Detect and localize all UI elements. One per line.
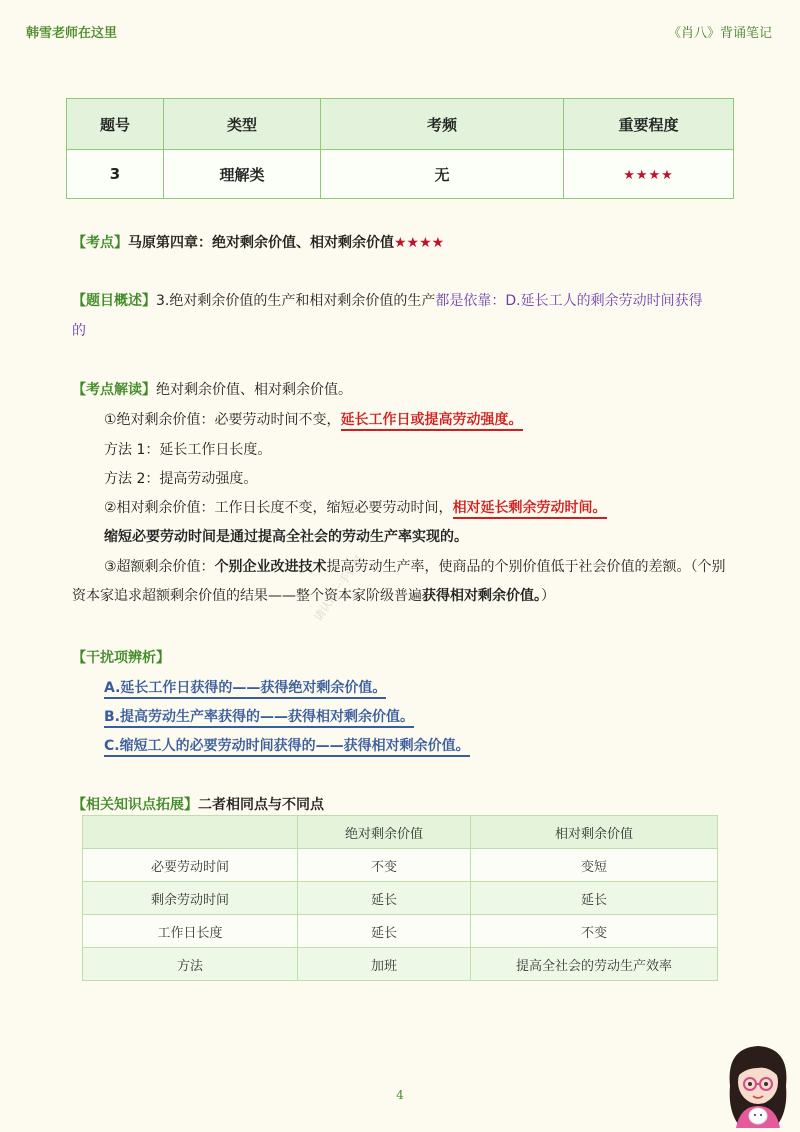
- kaodian-text: 马原第四章：绝对剩余价值、相对剩余价值: [128, 235, 394, 251]
- analysis-line-7: [72, 586, 555, 606]
- analysis-intro-line: [72, 380, 352, 400]
- overview-label: 【题目概述】: [72, 293, 156, 309]
- cmp-cell: 不变: [298, 849, 471, 882]
- analysis-l4-emph: 相对延长剩余劳动时间。: [453, 500, 607, 519]
- distractor-c-text: C.缩短工人的必要劳动时间获得的——获得相对剩余价值。: [104, 738, 470, 757]
- overview-highlight: 都是依靠：D.延长工人的剩余劳动时间获得: [435, 293, 703, 309]
- meta-header-freq: 考频: [321, 99, 564, 150]
- table-row: [83, 948, 718, 981]
- cmp-cell: 延长: [471, 882, 718, 915]
- distractor-item-c: [104, 736, 470, 756]
- cmp-cell: 工作日长度: [83, 915, 298, 948]
- teacher-avatar-icon: [722, 1040, 794, 1128]
- analysis-l4-text: ②相对剩余价值：工作日长度不变，缩短必要劳动时间，: [104, 500, 453, 516]
- cmp-header-blank: [83, 816, 298, 849]
- analysis-l1-text: ①绝对剩余价值：必要劳动时间不变，: [104, 412, 341, 428]
- meta-type: 理解类: [164, 150, 321, 199]
- cmp-cell: 提高全社会的劳动生产效率: [471, 948, 718, 981]
- analysis-l7-c: ）: [541, 588, 555, 604]
- cmp-cell: 变短: [471, 849, 718, 882]
- distractor-label: 【干扰项辨析】: [72, 650, 170, 666]
- analysis-line-4: [104, 498, 607, 518]
- header-left: 韩雪老师在这里: [26, 26, 118, 41]
- related-label: 【相关知识点拓展】: [72, 797, 198, 813]
- kaodian-line: [72, 233, 444, 253]
- distractor-item-a: [104, 678, 386, 698]
- analysis-line-2: 方法 1：延长工作日长度。: [104, 442, 272, 458]
- meta-number: 3: [67, 150, 164, 199]
- analysis-l6-b: 个别企业改进技术: [214, 559, 327, 575]
- cmp-header-absolute: 绝对剩余价值: [298, 816, 471, 849]
- analysis-l1-emph: 延长工作日或提高劳动强度。: [341, 412, 523, 431]
- cmp-cell: 延长: [298, 915, 471, 948]
- meta-importance: [564, 150, 734, 199]
- distractor-a-text: A.延长工作日获得的——获得绝对剩余价值。: [104, 680, 386, 699]
- analysis-label: 【考点解读】: [72, 382, 156, 398]
- cmp-cell: 不变: [471, 915, 718, 948]
- cmp-header-relative: 相对剩余价值: [471, 816, 718, 849]
- watermark: 请认准一手资料: [311, 553, 367, 624]
- cmp-cell: 必要劳动时间: [83, 849, 298, 882]
- table-row: [83, 882, 718, 915]
- cmp-cell: 方法: [83, 948, 298, 981]
- meta-freq: 无: [321, 150, 564, 199]
- page-number: 4: [396, 1088, 404, 1102]
- question-meta-table: [66, 98, 734, 199]
- analysis-line-6: [104, 557, 726, 577]
- table-row: [83, 915, 718, 948]
- analysis-l7-a: 资本家追求超额剩余价值的结果——整个资本家阶级普遍: [72, 588, 422, 604]
- analysis-l7-b: 获得相对剩余价值。: [422, 588, 541, 604]
- related-heading: [72, 795, 324, 815]
- related-title: 二者相同点与不同点: [198, 797, 324, 813]
- cmp-cell: 加班: [298, 948, 471, 981]
- cmp-cell: 剩余劳动时间: [83, 882, 298, 915]
- distractor-b-text: B.提高劳动生产率获得的——获得相对剩余价值。: [104, 709, 414, 728]
- analysis-l6-a: ③超额剩余价值：: [104, 559, 215, 575]
- importance-stars: ★★★★: [623, 168, 674, 183]
- analysis-line-1: [104, 410, 523, 430]
- meta-header-importance: 重要程度: [564, 99, 734, 150]
- table-row: [83, 849, 718, 882]
- meta-header-type: 类型: [164, 99, 321, 150]
- distractor-heading: [72, 648, 170, 668]
- header-right: 《肖八》背诵笔记: [667, 26, 772, 41]
- comparison-table: [82, 815, 718, 981]
- analysis-line-5: 缩短必要劳动时间是通过提高全社会的劳动生产率实现的。: [104, 529, 468, 545]
- analysis-l6-c: 提高劳动生产率，使商品的个别价值低于社会价值的差额。（个别: [326, 559, 726, 575]
- cmp-cell: 延长: [298, 882, 471, 915]
- analysis-intro: 绝对剩余价值、相对剩余价值。: [156, 382, 352, 398]
- kaodian-stars: ★★★★: [394, 235, 445, 251]
- overview-line: [72, 291, 703, 311]
- overview-text: 3.绝对剩余价值的生产和相对剩余价值的生产: [156, 293, 436, 309]
- meta-header-number: 题号: [67, 99, 164, 150]
- overview-tail: 的: [72, 323, 86, 339]
- distractor-item-b: [104, 707, 414, 727]
- analysis-line-3: 方法 2：提高劳动强度。: [104, 471, 258, 487]
- kaodian-label: 【考点】: [72, 235, 128, 251]
